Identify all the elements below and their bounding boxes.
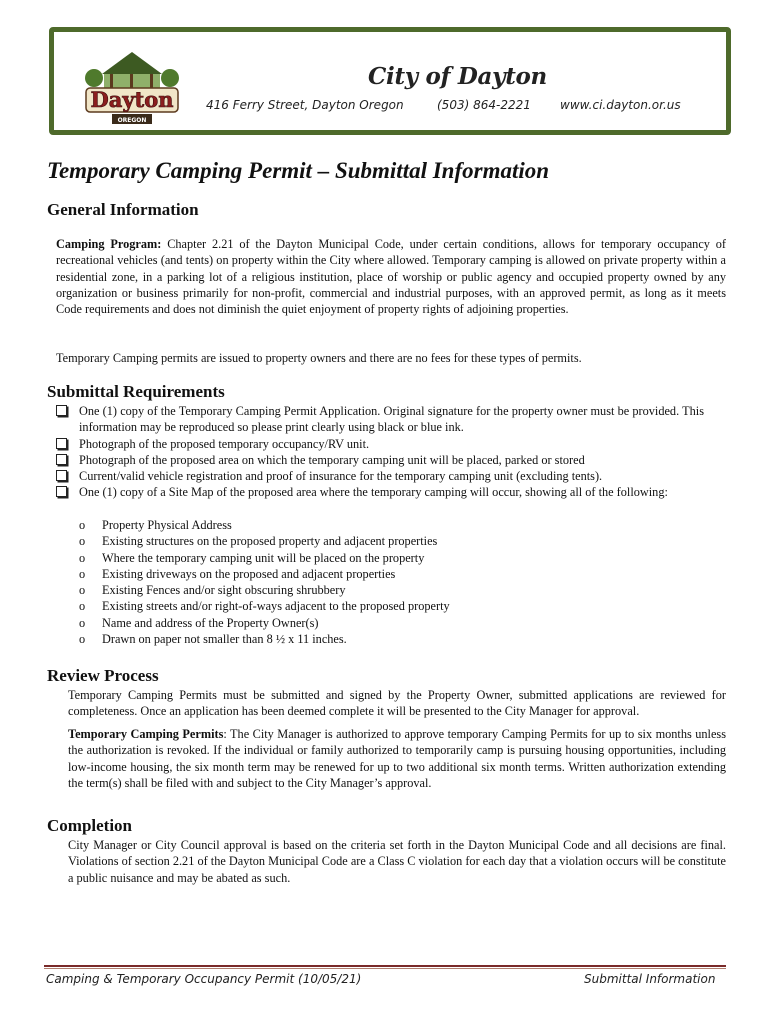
bullet-marker: o [79,583,86,598]
list-item: o Existing structures on the proposed property and adjacent properties [79,534,438,549]
checkbox-icon[interactable] [56,438,67,449]
list-item: o Where the temporary camping unit will be placed on the property [79,550,425,565]
checklist-item: One (1) copy of a Site Map of the proposed area where the temporary camping will occur, showing all of the following: [56,484,704,500]
fees-paragraph: Temporary Camping permits are issued to property owners and there are no fees for these types of permits. [56,351,582,365]
permits-paragraph [68,726,726,791]
submittal-heading: Submittal Requirements [47,382,225,401]
permits-text: : The City Manager is authorized to approve temporary Camping Permits for up to six months unless the authorization is revoked. If the individual or family authorized to temporarily camp is pursuing housing opportunities, including low-income housing, the six month term may be renewed for up to two additional six month terms. Written authorization extending the term(s) shall be filed with and subject to the City Manager’s approval. [68,727,726,790]
bullet-marker: o [79,566,86,581]
checkbox-icon[interactable] [56,486,67,497]
camping-program-label: Camping Program: [56,237,162,251]
camping-program-text: Chapter 2.21 of the Dayton Municipal Code, under certain conditions, allows for temporary occupancy of recreational vehicles (and tents) on property within the City where allowed. Temporary camping is allowed on private property within a residential zone, in a parking lot of a religious institution, place of worship or public agency and occupied property owned by any organization or business primarily for non-profit, commercial and industrial purposes, with an approved permit, as long as it meets Code requirements and does not diminish the quiet enjoyment of property rights of adjoining properties. [56,237,727,317]
list-item: o Property Physical Address [79,518,232,532]
review-heading: Review Process [47,666,159,685]
site-map-list [79,517,450,647]
list-item: o Existing driveways on the proposed and adjacent properties [79,566,396,581]
review-paragraph: Temporary Camping Permits must be submitted and signed by the Property Owner, submitted applications are reviewed for completeness. Once an application has been deemed complete it will be presented to the City Manager for approval. [68,688,726,719]
submittal-checklist [56,403,704,501]
list-item: o Name and address of the Property Owner(s) [79,615,319,630]
checklist-item: Current/valid vehicle registration and proof of insurance for the temporary camping unit (excluding tents). [56,468,704,484]
completion-paragraph: City Manager or City Council approval is based on the criteria set forth in the Dayton Municipal Code and all decisions are final. Violations of section 2.21 of the Dayton Municipal Code are a Class C violation for each day that a violation occurs will be constitute a public nuisance and may be abated as such. [68,838,726,885]
logo-text: Dayton [90,87,174,112]
list-item: o Existing Fences and/or sight obscuring shrubbery [79,583,346,598]
checklist-item: One (1) copy of the Temporary Camping Permit Application. Original signature for the property owner must be provided. This information may be reproduced so please print clearly using black or blue ink. [56,403,704,436]
bullet-marker: o [79,518,86,532]
street-address: 416 Ferry Street, Dayton Oregon [206,98,404,112]
footer-document-name: Camping & Temporary Occupancy Permit (10/05/21) [46,972,362,986]
footer-section-name: Submittal Information [584,972,716,986]
bullet-marker: o [79,632,86,647]
general-info-heading: General Information [47,200,199,219]
bullet-marker: o [79,615,86,630]
list-item: o Drawn on paper not smaller than 8 ½ x 11 inches. [79,632,347,647]
checklist-item: Photograph of the proposed area on which the temporary camping unit will be placed, parked or stored [56,452,704,468]
bullet-marker: o [79,534,86,549]
letterhead [49,27,731,135]
list-item: o Existing streets and/or right-of-ways adjacent to the proposed property [79,599,450,614]
completion-heading: Completion [47,816,132,835]
dayton-logo [82,44,182,126]
document-title: Temporary Camping Permit – Submittal Information [47,158,550,183]
footer-divider [44,965,726,967]
checkbox-icon[interactable] [56,454,67,465]
checkbox-icon[interactable] [56,470,67,481]
bullet-marker: o [79,599,86,614]
logo-subtext: OREGON [117,117,147,124]
permits-label: Temporary Camping Permits [68,727,224,741]
camping-program-paragraph [56,236,726,317]
website-link[interactable]: www.ci.dayton.or.us [560,98,681,112]
phone-number: (503) 864-2221 [437,98,531,112]
checkbox-icon[interactable] [56,405,67,416]
footer-divider-thin [44,968,726,969]
checklist-item: Photograph of the proposed temporary occupancy/RV unit. [56,436,704,452]
bullet-marker: o [79,550,86,565]
city-name: City of Dayton [368,63,547,90]
